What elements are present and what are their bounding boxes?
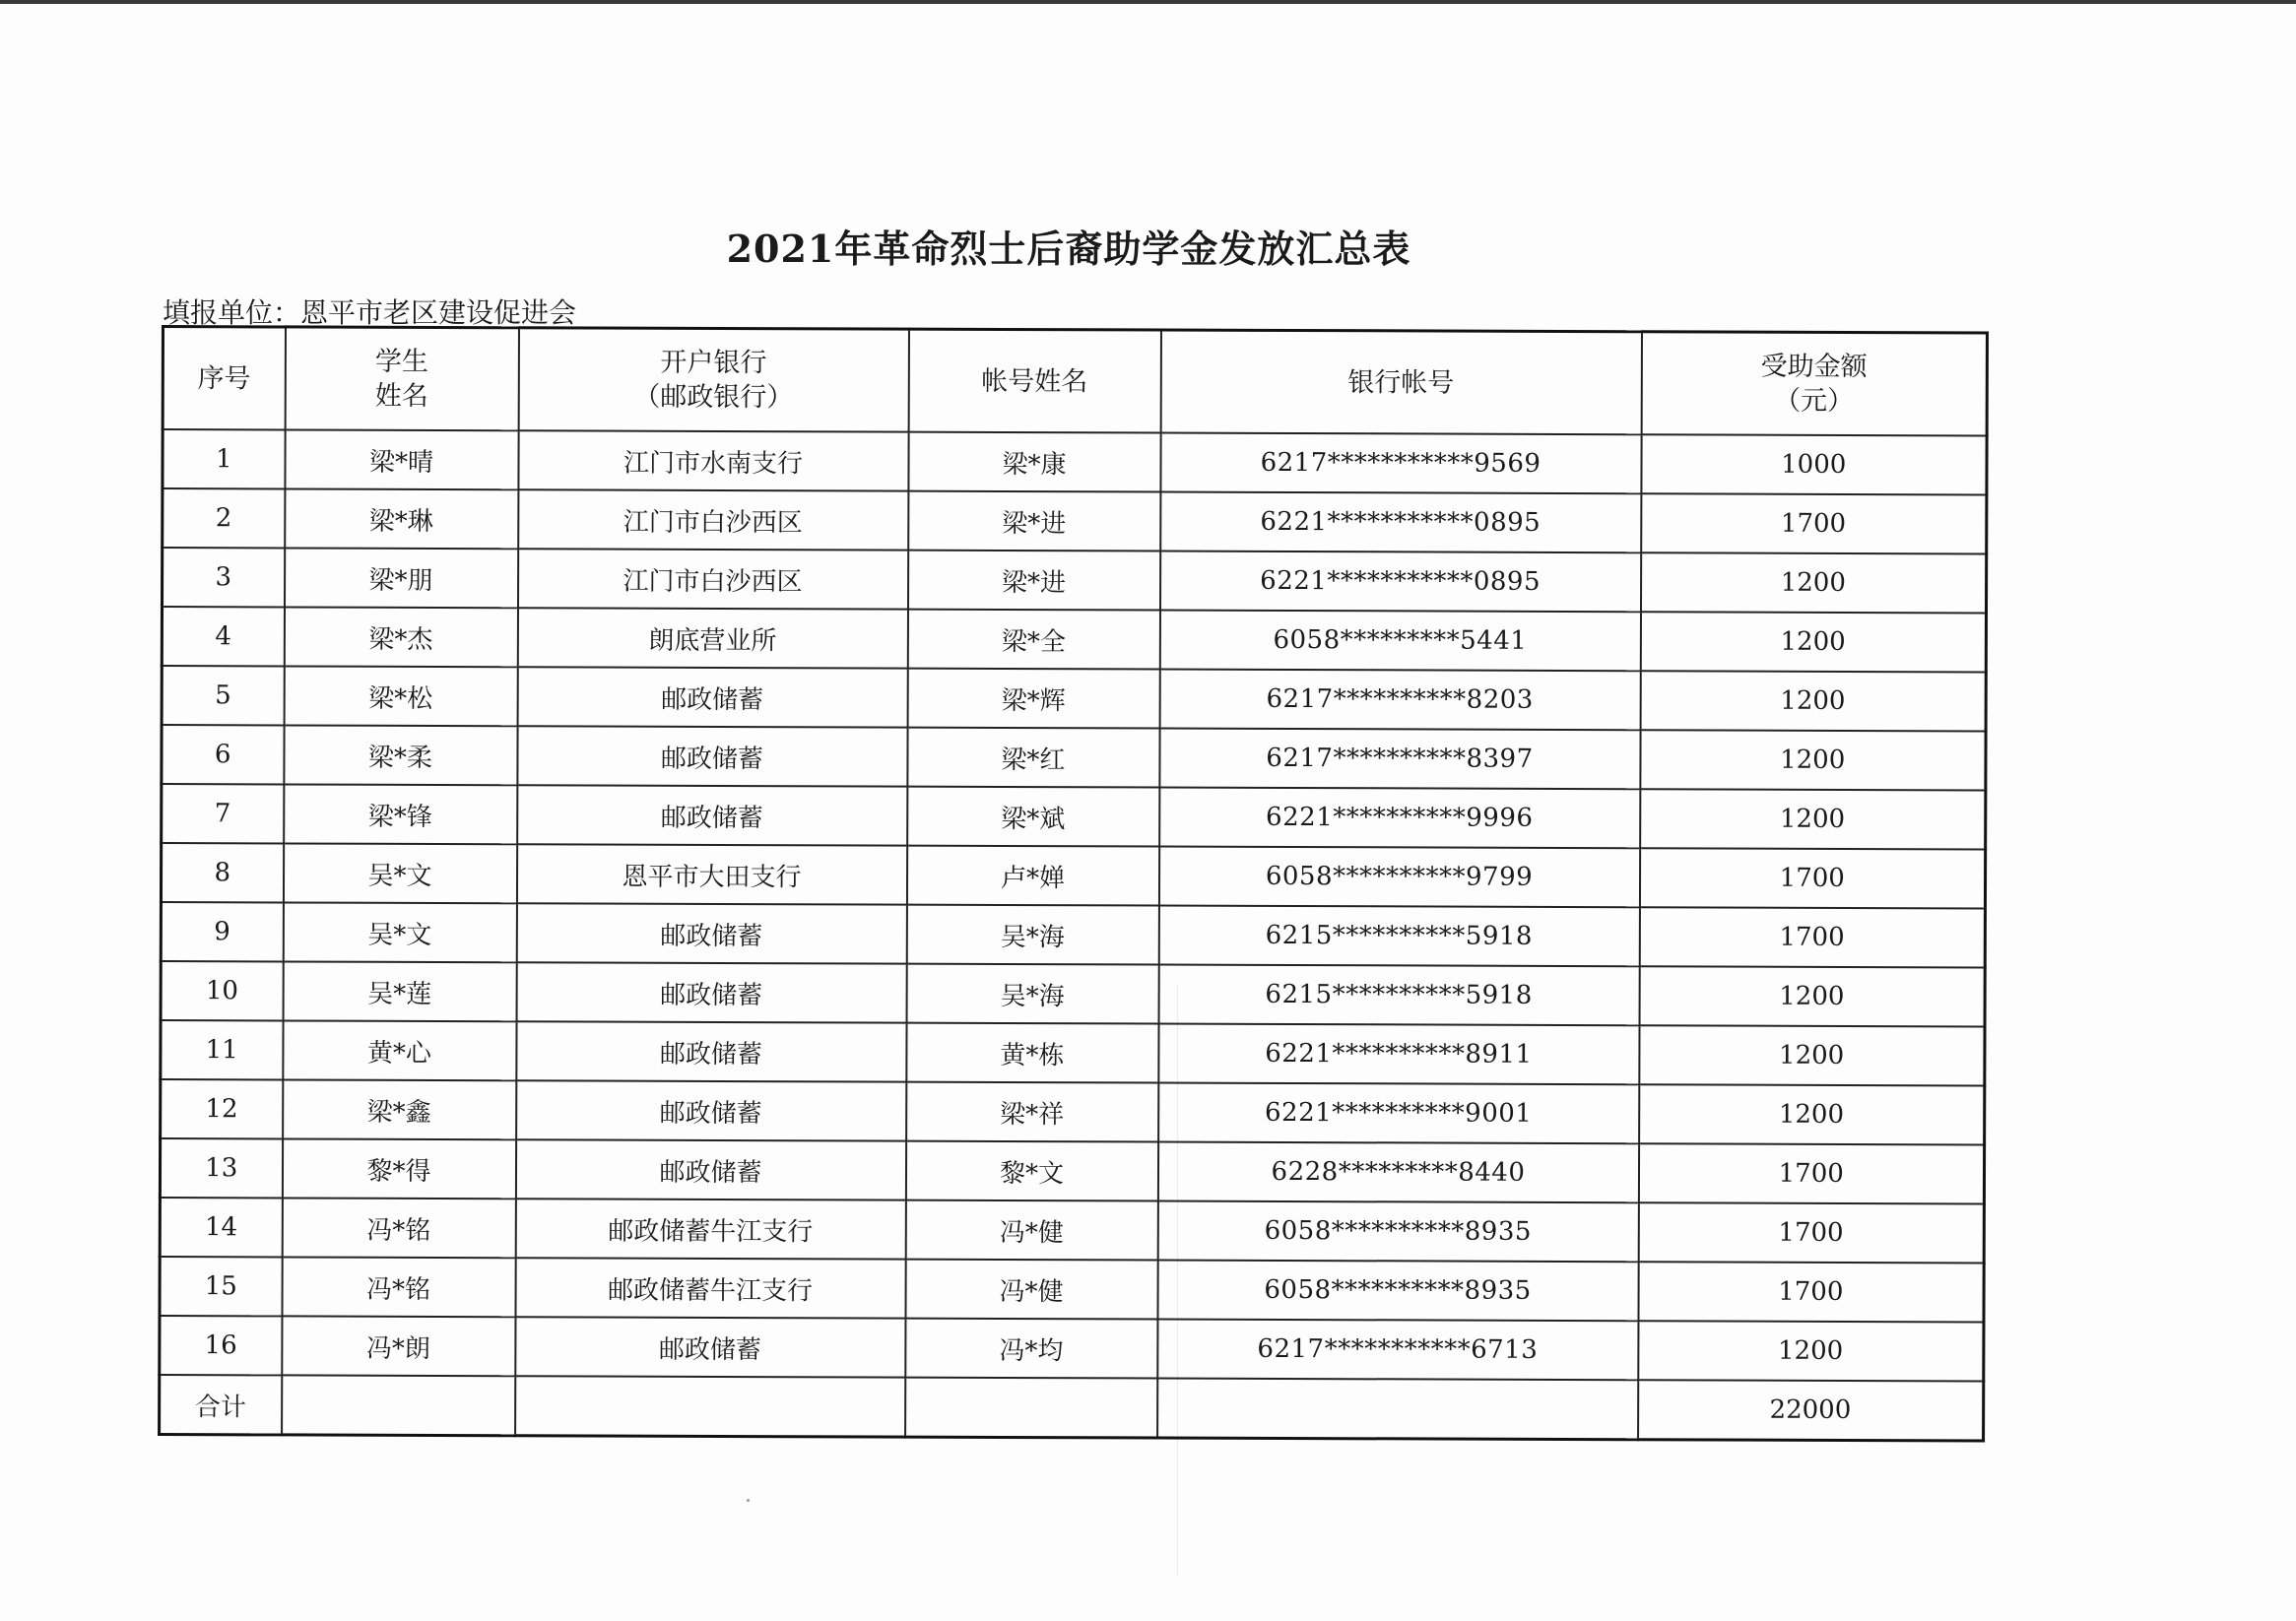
scan-speck: [747, 1499, 750, 1502]
cell-bank: 邮政储蓄: [516, 1021, 906, 1081]
cell-holder: 黄*栋: [906, 1023, 1158, 1083]
header-amount-line1: 受助金额: [1760, 351, 1868, 383]
cell-bank: 邮政储蓄: [517, 726, 907, 786]
header-seq: 序号: [163, 327, 285, 430]
table-row: [162, 725, 1986, 790]
cell-student: 梁*鑫: [283, 1079, 516, 1139]
cell-seq: 16: [160, 1316, 282, 1375]
table-header: [163, 327, 1987, 436]
table-row: [163, 429, 1987, 494]
cell-amount: 1000: [1641, 434, 1987, 494]
cell-seq: 7: [162, 784, 284, 843]
cell-account: 6221***********0895: [1159, 551, 1640, 613]
cell-holder: 梁*祥: [906, 1082, 1158, 1142]
cell-holder: 卢*婵: [906, 846, 1158, 906]
cell-account: 6221**********8911: [1158, 1024, 1639, 1085]
cell-amount: 1700: [1638, 1262, 1984, 1322]
total-empty-bank: [515, 1376, 905, 1437]
cell-student: 梁*朋: [285, 548, 518, 608]
cell-amount: 1700: [1639, 848, 1985, 908]
table-row: [160, 1198, 1984, 1263]
cell-holder: 冯*健: [905, 1260, 1157, 1320]
table-row: [162, 666, 1986, 731]
header-bank-line2: （邮政银行）: [633, 381, 794, 414]
cell-student: 冯*朗: [282, 1316, 515, 1376]
cell-amount: 1200: [1640, 789, 1986, 849]
cell-bank: 邮政储蓄牛江支行: [515, 1199, 905, 1259]
cell-student: 梁*柔: [284, 725, 517, 785]
cell-student: 吴*莲: [283, 961, 516, 1021]
cell-bank: 邮政储蓄: [515, 1317, 905, 1377]
cell-seq: 14: [160, 1198, 282, 1257]
table-row: [160, 1257, 1984, 1322]
cell-account: 6217***********9569: [1160, 433, 1641, 494]
header-student: [285, 327, 518, 430]
cell-seq: 4: [162, 607, 284, 666]
cell-account: 6217***********6713: [1157, 1320, 1638, 1381]
header-student-line1: 学生: [374, 346, 428, 377]
cell-account: 6221**********9001: [1158, 1083, 1639, 1144]
cell-seq: 1: [163, 429, 285, 488]
cell-holder: 冯*健: [905, 1200, 1157, 1261]
cell-account: 6221**********9996: [1159, 788, 1640, 849]
cell-student: 梁*松: [284, 666, 517, 726]
table-row: [160, 1138, 1984, 1203]
table-row: [161, 1020, 1985, 1085]
header-bank: [518, 328, 908, 432]
cell-amount: 1200: [1639, 1084, 1985, 1144]
cell-bank: 邮政储蓄: [517, 785, 907, 845]
header-student-line2: 姓名: [374, 380, 428, 412]
total-row: [160, 1375, 1984, 1441]
cell-bank: 江门市水南支行: [518, 430, 908, 490]
total-amount: 22000: [1638, 1380, 1984, 1441]
cell-seq: 8: [161, 843, 283, 902]
header-row: [163, 327, 1987, 436]
cell-seq: 13: [160, 1138, 282, 1198]
cell-student: 黎*得: [282, 1138, 515, 1199]
reporting-unit: 填报单位：恩平市老区建设促进会: [163, 296, 577, 329]
cell-amount: 1200: [1640, 730, 1986, 790]
cell-seq: 10: [161, 961, 283, 1020]
cell-amount: 1700: [1639, 907, 1985, 967]
cell-account: 6058**********9799: [1158, 847, 1639, 908]
cell-student: 梁*晴: [285, 429, 518, 489]
cell-student: 冯*铭: [282, 1257, 515, 1317]
cell-seq: 5: [162, 666, 284, 725]
cell-account: 6058**********8935: [1157, 1201, 1638, 1263]
header-amount: [1641, 332, 1987, 436]
table-row: [162, 607, 1986, 672]
table-row: [163, 488, 1987, 553]
cell-bank: 邮政储蓄: [516, 903, 906, 963]
cell-amount: 1200: [1640, 552, 1986, 613]
table-row: [161, 902, 1985, 967]
header-amount-line2: （元）: [1773, 385, 1855, 417]
cell-account: 6058**********8935: [1157, 1261, 1638, 1322]
scholarship-summary-table: [158, 325, 1989, 1442]
header-account: 银行帐号: [1160, 330, 1641, 434]
cell-seq: 11: [161, 1020, 283, 1079]
header-bank-line1: 开户银行: [660, 347, 767, 379]
cell-holder: 吴*海: [906, 905, 1158, 965]
cell-amount: 1700: [1641, 493, 1987, 553]
scan-edge: [0, 0, 2296, 4]
cell-bank: 恩平市大田支行: [516, 844, 906, 904]
cell-amount: 1200: [1640, 671, 1986, 731]
document-title: 2021年革命烈士后裔助学金发放汇总表: [726, 227, 1411, 271]
cell-holder: 梁*辉: [907, 669, 1159, 729]
cell-holder: 梁*斌: [907, 787, 1159, 847]
cell-student: 吴*文: [283, 843, 516, 903]
table-row: [161, 961, 1985, 1026]
cell-holder: 冯*均: [905, 1319, 1157, 1379]
cell-amount: 1200: [1639, 1025, 1985, 1085]
cell-holder: 黎*文: [905, 1141, 1157, 1201]
cell-account: 6221***********0895: [1160, 492, 1641, 553]
cell-student: 梁*锋: [284, 784, 517, 844]
cell-account: 6215**********5918: [1158, 906, 1639, 967]
cell-holder: 梁*康: [908, 432, 1160, 492]
table-row: [161, 843, 1985, 908]
cell-bank: 邮政储蓄牛江支行: [515, 1258, 905, 1318]
cell-holder: 梁*红: [907, 728, 1159, 788]
cell-account: 6217**********8203: [1159, 670, 1640, 731]
cell-bank: 邮政储蓄: [517, 667, 907, 727]
cell-bank: 江门市白沙西区: [518, 489, 908, 550]
cell-bank: 邮政储蓄: [516, 962, 906, 1022]
cell-holder: 梁*进: [907, 551, 1159, 611]
cell-seq: 9: [161, 902, 283, 961]
cell-student: 梁*杰: [284, 607, 517, 667]
table-row: [162, 784, 1986, 849]
cell-seq: 6: [162, 725, 284, 784]
cell-amount: 1700: [1638, 1143, 1984, 1203]
cell-bank: 邮政储蓄: [516, 1080, 906, 1140]
header-holder: 帐号姓名: [908, 329, 1160, 432]
cell-bank: 邮政储蓄: [515, 1139, 905, 1200]
cell-seq: 12: [161, 1079, 283, 1138]
total-empty-student: [282, 1375, 515, 1435]
total-empty-account: [1157, 1379, 1638, 1440]
cell-amount: 1700: [1638, 1202, 1984, 1263]
total-empty-holder: [905, 1378, 1157, 1438]
summary-table-wrapper: [158, 325, 1986, 1442]
cell-student: 黄*心: [283, 1020, 516, 1080]
cell-account: 6215**********5918: [1158, 965, 1639, 1026]
total-label: 合计: [160, 1375, 282, 1435]
table-row: [163, 548, 1987, 613]
cell-account: 6217**********8397: [1159, 729, 1640, 790]
cell-amount: 1200: [1639, 966, 1985, 1026]
cell-student: 冯*铭: [282, 1198, 515, 1258]
cell-amount: 1200: [1638, 1321, 1984, 1381]
cell-seq: 15: [160, 1257, 282, 1316]
cell-account: 6228*********8440: [1157, 1142, 1638, 1203]
table-row: [161, 1079, 1985, 1144]
cell-account: 6058*********5441: [1159, 611, 1640, 672]
cell-bank: 江门市白沙西区: [517, 549, 907, 609]
cell-student: 梁*琳: [285, 488, 518, 549]
cell-holder: 吴*海: [906, 964, 1158, 1024]
table-row: [160, 1316, 1984, 1381]
table-body: [160, 429, 1988, 1441]
cell-holder: 梁*全: [907, 610, 1159, 670]
cell-seq: 3: [163, 548, 285, 607]
cell-holder: 梁*进: [908, 491, 1160, 551]
cell-bank: 朗底营业所: [517, 608, 907, 668]
cell-amount: 1200: [1640, 612, 1986, 672]
cell-student: 吴*文: [283, 902, 516, 962]
cell-seq: 2: [163, 488, 285, 548]
